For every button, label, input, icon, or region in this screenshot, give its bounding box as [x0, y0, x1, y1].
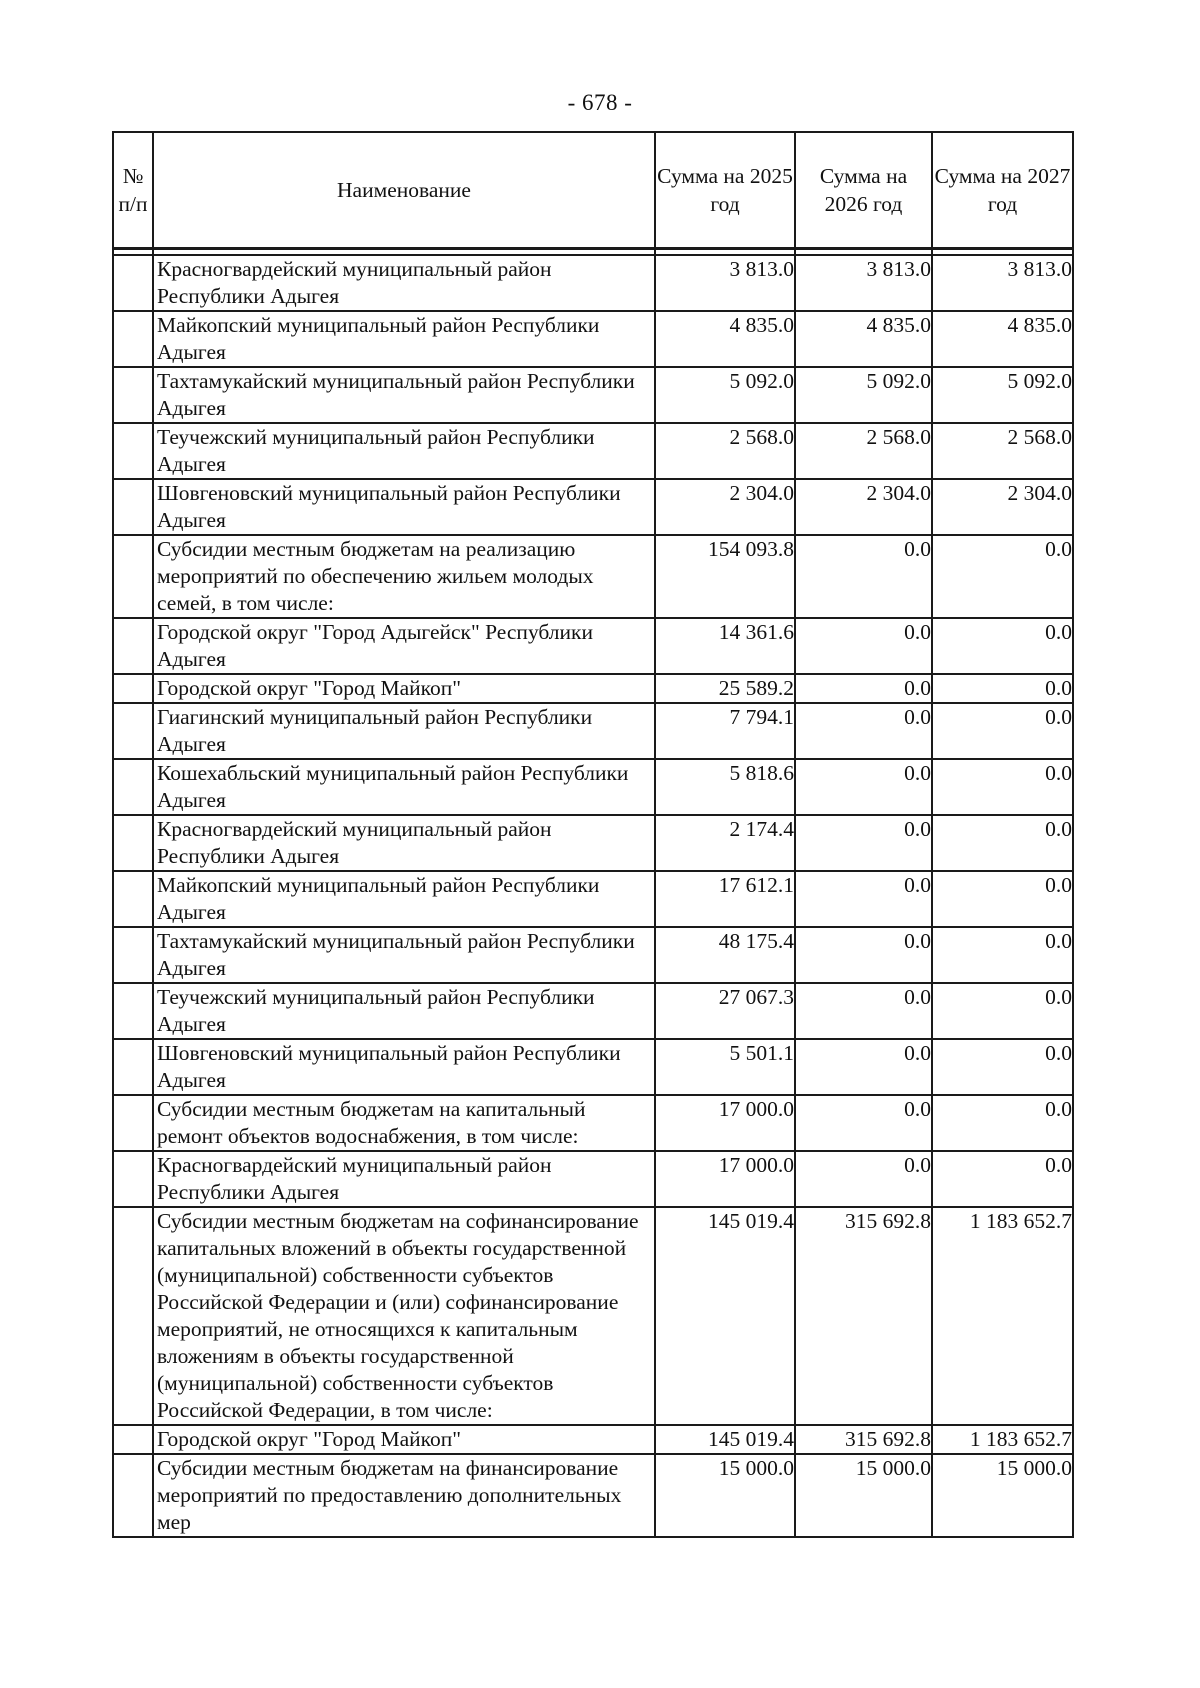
row-name-cell: Шовгеновский муниципальный район Республики Адыгея: [153, 1039, 655, 1095]
row-sum-2027-cell: 0.0: [932, 1095, 1073, 1151]
header-sum-2025: Сумма на 2025 год: [655, 132, 795, 249]
row-sum-2026-cell: 4 835.0: [795, 311, 932, 367]
row-sum-2026-cell: 0.0: [795, 983, 932, 1039]
row-number-cell: [113, 423, 153, 479]
row-number-cell: [113, 983, 153, 1039]
row-sum-2025-cell: 7 794.1: [655, 703, 795, 759]
row-sum-2027-cell: 15 000.0: [932, 1454, 1073, 1537]
row-name-cell: Городской округ "Город Адыгейск" Республики Адыгея: [153, 618, 655, 674]
row-name-cell: Городской округ "Город Майкоп": [153, 674, 655, 703]
row-name-cell: Тахтамукайский муниципальный район Республики Адыгея: [153, 367, 655, 423]
row-sum-2026-cell: 0.0: [795, 703, 932, 759]
row-sum-2026-cell: 3 813.0: [795, 255, 932, 311]
row-sum-2027-cell: 1 183 652.7: [932, 1207, 1073, 1425]
row-sum-2026-cell: 2 568.0: [795, 423, 932, 479]
row-sum-2027-cell: 0.0: [932, 535, 1073, 618]
table-row: [113, 1454, 1073, 1537]
row-sum-2027-cell: 2 304.0: [932, 479, 1073, 535]
row-number-cell: [113, 1151, 153, 1207]
row-sum-2025-cell: 154 093.8: [655, 535, 795, 618]
row-sum-2025-cell: 145 019.4: [655, 1425, 795, 1454]
table-row: [113, 815, 1073, 871]
row-number-cell: [113, 479, 153, 535]
table-row: [113, 1207, 1073, 1425]
row-sum-2025-cell: 5 092.0: [655, 367, 795, 423]
row-sum-2027-cell: 0.0: [932, 871, 1073, 927]
row-sum-2027-cell: 0.0: [932, 674, 1073, 703]
table-row: [113, 983, 1073, 1039]
table-row: [113, 1095, 1073, 1151]
row-number-cell: [113, 759, 153, 815]
row-name-cell: Городской округ "Город Майкоп": [153, 1425, 655, 1454]
header-number: № п/п: [113, 132, 153, 249]
row-sum-2026-cell: 0.0: [795, 759, 932, 815]
table-body: [113, 249, 1073, 1538]
row-sum-2027-cell: 0.0: [932, 703, 1073, 759]
row-sum-2025-cell: 5 501.1: [655, 1039, 795, 1095]
header-row: [113, 132, 1073, 249]
row-name-cell: Тахтамукайский муниципальный район Республики Адыгея: [153, 927, 655, 983]
table-row: [113, 703, 1073, 759]
row-sum-2026-cell: 0.0: [795, 618, 932, 674]
table-row: [113, 255, 1073, 311]
row-sum-2027-cell: 0.0: [932, 927, 1073, 983]
row-name-cell: Шовгеновский муниципальный район Республики Адыгея: [153, 479, 655, 535]
row-name-cell: Гиагинский муниципальный район Республики Адыгея: [153, 703, 655, 759]
row-sum-2025-cell: 17 000.0: [655, 1151, 795, 1207]
row-number-cell: [113, 367, 153, 423]
row-sum-2027-cell: 2 568.0: [932, 423, 1073, 479]
row-name-cell: Красногвардейский муниципальный район Республики Адыгея: [153, 1151, 655, 1207]
row-sum-2026-cell: 0.0: [795, 674, 932, 703]
header-sum-2026: Сумма на 2026 год: [795, 132, 932, 249]
row-number-cell: [113, 927, 153, 983]
row-sum-2026-cell: 15 000.0: [795, 1454, 932, 1537]
row-sum-2027-cell: 0.0: [932, 759, 1073, 815]
row-name-cell: Кошехабльский муниципальный район Республики Адыгея: [153, 759, 655, 815]
row-number-cell: [113, 311, 153, 367]
row-name-cell: Красногвардейский муниципальный район Республики Адыгея: [153, 815, 655, 871]
budget-table-container: [112, 131, 1072, 1538]
table-row: [113, 423, 1073, 479]
row-sum-2025-cell: 48 175.4: [655, 927, 795, 983]
row-name-cell: Субсидии местным бюджетам на финансирование мероприятий по предоставлению дополнительных мер: [153, 1454, 655, 1537]
row-name-cell: Субсидии местным бюджетам на капитальный ремонт объектов водоснабжения, в том числе:: [153, 1095, 655, 1151]
row-sum-2026-cell: 315 692.8: [795, 1207, 932, 1425]
row-name-cell: Теучежский муниципальный район Республики Адыгея: [153, 983, 655, 1039]
row-sum-2025-cell: 17 612.1: [655, 871, 795, 927]
table-row: [113, 479, 1073, 535]
row-name-cell: Майкопский муниципальный район Республики Адыгея: [153, 871, 655, 927]
table-row: [113, 367, 1073, 423]
row-sum-2027-cell: 3 813.0: [932, 255, 1073, 311]
row-number-cell: [113, 815, 153, 871]
row-sum-2026-cell: 0.0: [795, 1151, 932, 1207]
row-sum-2026-cell: 0.0: [795, 1039, 932, 1095]
row-sum-2025-cell: 2 568.0: [655, 423, 795, 479]
row-sum-2025-cell: 17 000.0: [655, 1095, 795, 1151]
row-sum-2026-cell: 5 092.0: [795, 367, 932, 423]
table-row: [113, 1425, 1073, 1454]
row-name-cell: Субсидии местным бюджетам на софинансирование капитальных вложений в объекты государственной (муниципальной) собственности субъектов Российской Федерации и (или) софинансирование мероприятий, не относящихся к капитальным вложениям в объекты государственной (муниципальной) собственности субъектов Российской Федерации, в том числе:: [153, 1207, 655, 1425]
row-sum-2025-cell: 14 361.6: [655, 618, 795, 674]
row-sum-2026-cell: 0.0: [795, 815, 932, 871]
page-number: - 678 -: [567, 90, 633, 115]
table-row: [113, 871, 1073, 927]
row-name-cell: Теучежский муниципальный район Республики Адыгея: [153, 423, 655, 479]
row-sum-2026-cell: 0.0: [795, 1095, 932, 1151]
row-sum-2027-cell: 0.0: [932, 983, 1073, 1039]
table-row: [113, 1151, 1073, 1207]
table-row: [113, 759, 1073, 815]
row-sum-2025-cell: 2 304.0: [655, 479, 795, 535]
budget-table: [112, 131, 1074, 1538]
row-number-cell: [113, 1095, 153, 1151]
row-sum-2027-cell: 4 835.0: [932, 311, 1073, 367]
table-row: [113, 311, 1073, 367]
row-sum-2025-cell: 27 067.3: [655, 983, 795, 1039]
row-sum-2027-cell: 0.0: [932, 1151, 1073, 1207]
row-number-cell: [113, 535, 153, 618]
header-name: Наименование: [153, 132, 655, 249]
row-name-cell: Красногвардейский муниципальный район Республики Адыгея: [153, 255, 655, 311]
row-number-cell: [113, 674, 153, 703]
table-header: [113, 132, 1073, 249]
header-sum-2027: Сумма на 2027 год: [932, 132, 1073, 249]
row-name-cell: Субсидии местным бюджетам на реализацию мероприятий по обеспечению жильем молодых семей, в том числе:: [153, 535, 655, 618]
row-sum-2026-cell: 0.0: [795, 535, 932, 618]
row-sum-2025-cell: 25 589.2: [655, 674, 795, 703]
row-sum-2025-cell: 4 835.0: [655, 311, 795, 367]
row-number-cell: [113, 1039, 153, 1095]
row-sum-2026-cell: 0.0: [795, 927, 932, 983]
row-sum-2027-cell: 5 092.0: [932, 367, 1073, 423]
row-number-cell: [113, 871, 153, 927]
row-sum-2025-cell: 145 019.4: [655, 1207, 795, 1425]
row-number-cell: [113, 618, 153, 674]
row-sum-2027-cell: 0.0: [932, 618, 1073, 674]
row-sum-2025-cell: 3 813.0: [655, 255, 795, 311]
row-number-cell: [113, 1207, 153, 1425]
row-number-cell: [113, 1425, 153, 1454]
table-row: [113, 674, 1073, 703]
table-row: [113, 618, 1073, 674]
row-number-cell: [113, 255, 153, 311]
table-row: [113, 535, 1073, 618]
table-row: [113, 1039, 1073, 1095]
row-sum-2025-cell: 5 818.6: [655, 759, 795, 815]
row-sum-2027-cell: 0.0: [932, 1039, 1073, 1095]
row-sum-2027-cell: 0.0: [932, 815, 1073, 871]
table-row: [113, 927, 1073, 983]
row-number-cell: [113, 703, 153, 759]
row-sum-2025-cell: 2 174.4: [655, 815, 795, 871]
row-sum-2027-cell: 1 183 652.7: [932, 1425, 1073, 1454]
row-sum-2026-cell: 2 304.0: [795, 479, 932, 535]
row-sum-2026-cell: 315 692.8: [795, 1425, 932, 1454]
row-sum-2025-cell: 15 000.0: [655, 1454, 795, 1537]
row-name-cell: Майкопский муниципальный район Республики Адыгея: [153, 311, 655, 367]
row-number-cell: [113, 1454, 153, 1537]
row-sum-2026-cell: 0.0: [795, 871, 932, 927]
